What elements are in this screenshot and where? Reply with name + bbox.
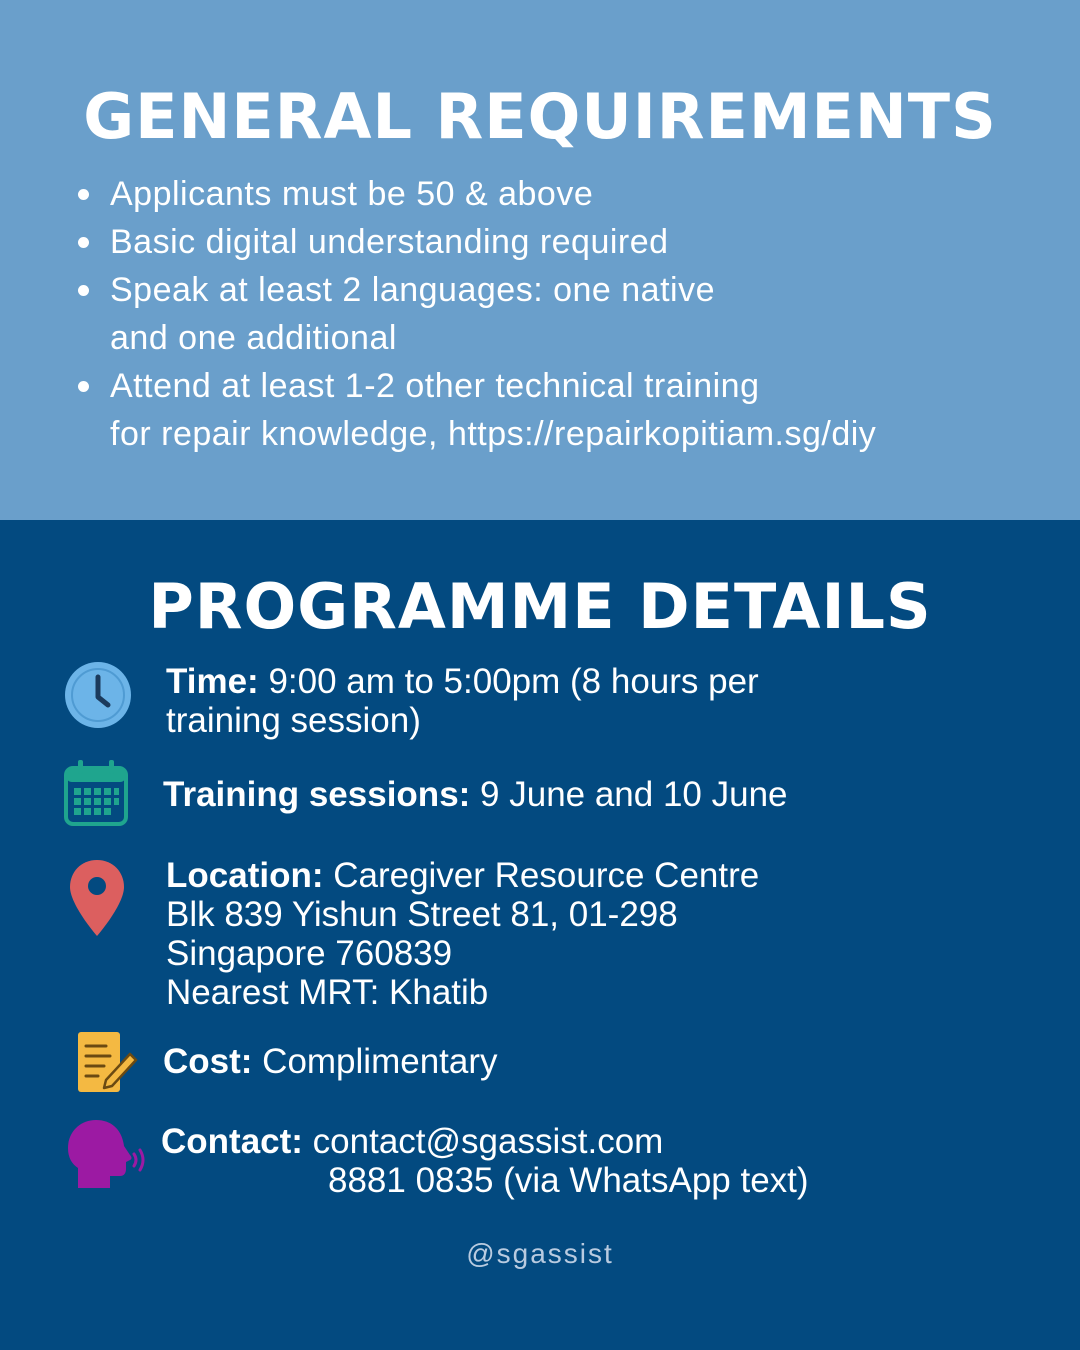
clock-icon [64, 661, 132, 729]
time-label: Time: [166, 662, 259, 701]
list-item [78, 170, 1058, 218]
social-handle: @sgassist [466, 1238, 614, 1269]
bullet-icon [78, 381, 89, 392]
bullet-icon [78, 237, 89, 248]
requirements-list [78, 170, 1058, 458]
general-requirements-title: GENERAL REQUIREMENTS [83, 80, 997, 153]
location-pin-icon [68, 858, 126, 938]
bullet-icon [78, 285, 89, 296]
time-value-cont: training session) [166, 701, 421, 740]
speaking-head-icon [66, 1118, 148, 1190]
contact-detail [161, 1122, 961, 1200]
list-item [78, 266, 1058, 362]
list-item [78, 362, 1058, 458]
programme-details-title: PROGRAMME DETAILS [148, 570, 932, 643]
location-line: Singapore 760839 [166, 934, 453, 973]
training-sessions-detail [163, 775, 963, 814]
requirement-text-cont: for repair knowledge, https://repairkopitiam.sg/diy [110, 415, 877, 453]
calendar-icon [64, 760, 128, 826]
requirement-text: Basic digital understanding required [110, 223, 669, 261]
time-detail [166, 662, 866, 740]
requirement-text: Applicants must be 50 & above [110, 175, 594, 213]
contact-label: Contact: [161, 1122, 303, 1161]
requirement-text-cont: and one additional [110, 319, 397, 357]
time-value: 9:00 am to 5:00pm (8 hours per [258, 662, 759, 701]
location-line: Caregiver Resource Centre [323, 856, 760, 895]
location-line: Nearest MRT: Khatib [166, 973, 489, 1012]
sessions-value: 9 June and 10 June [470, 775, 788, 814]
contact-phone[interactable]: 8881 0835 (via WhatsApp text) [328, 1161, 809, 1200]
list-item [78, 218, 1058, 266]
location-line: Blk 839 Yishun Street 81, 01-298 [166, 895, 678, 934]
document-edit-icon [76, 1030, 138, 1094]
contact-email[interactable]: contact@sgassist.com [302, 1122, 664, 1161]
location-detail [166, 856, 966, 1012]
sessions-label: Training sessions: [163, 775, 471, 814]
cost-value: Complimentary [252, 1042, 498, 1081]
cost-label: Cost: [163, 1042, 253, 1081]
bullet-icon [78, 189, 89, 200]
cost-detail [163, 1042, 963, 1081]
requirement-text: Attend at least 1-2 other technical training [110, 367, 760, 405]
location-label: Location: [166, 856, 324, 895]
requirement-text: Speak at least 2 languages: one native [110, 271, 715, 309]
